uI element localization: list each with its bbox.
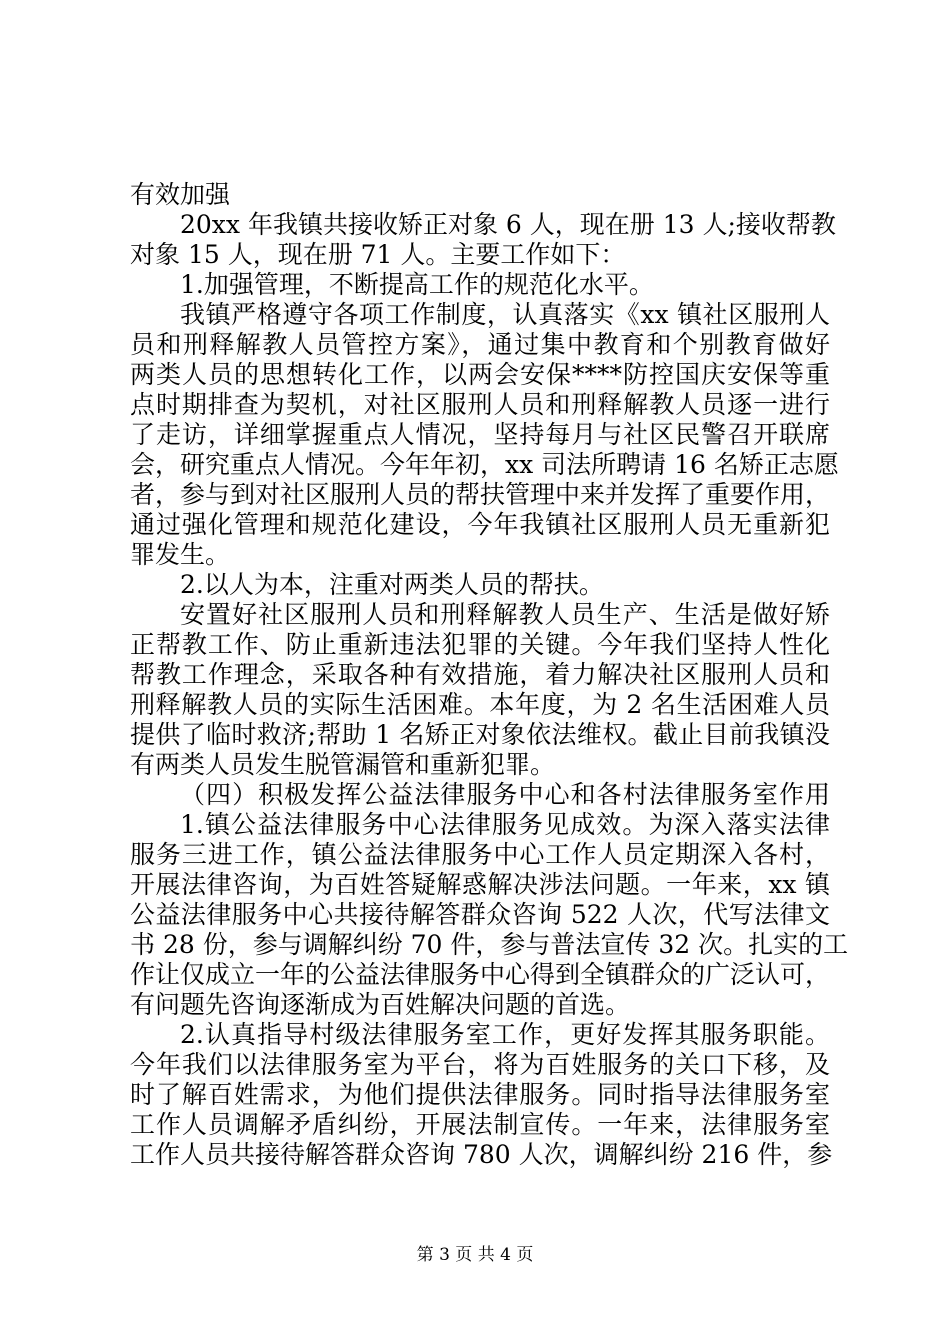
text-line: 点时期排查为契机，对社区服刑人员和刑释解教人员逐一进行	[130, 390, 830, 419]
text-line: 有效加强	[130, 180, 231, 209]
text-line: 2.以人为本，注重对两类人员的帮扶。	[180, 570, 604, 599]
text-line: （四）积极发挥公益法律服务中心和各村法律服务室作用	[180, 780, 830, 809]
text-line: 了走访，详细掌握重点人情况，坚持每月与社区民警召开联席	[130, 420, 830, 449]
text-line: 开展法律咨询，为百姓答疑解惑解决涉法问题。一年来，xx 镇	[130, 870, 830, 899]
text-line: 有两类人员发生脱管漏管和重新犯罪。	[130, 750, 556, 779]
text-line: 工作人员调解矛盾纠纷，开展法制宣传。一年来，法律服务室	[130, 1110, 830, 1139]
page-footer: 第 3 页 共 4 页	[416, 1245, 534, 1265]
text-line: 服务三进工作，镇公益法律服务中心工作人员定期深入各村，	[130, 840, 830, 869]
text-line: 会，研究重点人情况。今年年初，xx 司法所聘请 16 名矫正志愿	[130, 450, 839, 479]
text-line: 今年我们以法律服务室为平台，将为百姓服务的关口下移，及	[130, 1050, 830, 1079]
text-line: 对象 15 人，现在册 71 人。主要工作如下：	[130, 240, 626, 269]
text-line: 公益法律服务中心共接待解答群众咨询 522 人次，代写法律文	[130, 900, 830, 929]
text-line: 两类人员的思想转化工作，以两会安保****防控国庆安保等重	[130, 360, 830, 389]
text-line: 时了解百姓需求，为他们提供法律服务。同时指导法律服务室	[130, 1080, 830, 1109]
text-line: 员和刑释解教人员管控方案》，通过集中教育和个别教育做好	[130, 330, 830, 359]
text-line: 有问题先咨询逐渐成为百姓解决问题的首选。	[130, 990, 631, 1019]
text-line: 1.镇公益法律服务中心法律服务见成效。为深入落实法律	[180, 810, 830, 839]
text-line: 通过强化管理和规范化建设，今年我镇社区服刑人员无重新犯	[130, 510, 830, 539]
text-line: 工作人员共接待解答群众咨询 780 人次，调解纠纷 216 件，参	[130, 1140, 833, 1169]
text-line: 我镇严格遵守各项工作制度，认真落实《xx 镇社区服刑人	[180, 300, 830, 329]
text-line: 帮教工作理念，采取各种有效措施，着力解决社区服刑人员和	[130, 660, 830, 689]
text-line: 提供了临时救济;帮助 1 名矫正对象依法维权。截止目前我镇没	[130, 720, 830, 749]
text-line: 书 28 份，参与调解纠纷 70 件，参与普法宣传 32 次。扎实的工	[130, 930, 849, 959]
text-line: 罪发生。	[130, 540, 231, 569]
text-line: 1.加强管理，不断提高工作的规范化水平。	[180, 270, 654, 299]
text-line: 20xx 年我镇共接收矫正对象 6 人，现在册 13 人;接收帮教	[180, 210, 836, 239]
text-line: 正帮教工作、防止重新违法犯罪的关键。今年我们坚持人性化	[130, 630, 830, 659]
text-line: 安置好社区服刑人员和刑释解教人员生产、生活是做好矫	[180, 600, 830, 629]
text-line: 者，参与到对社区服刑人员的帮扶管理中来并发挥了重要作用，	[130, 480, 831, 509]
text-line: 作让仅成立一年的公益法律服务中心得到全镇群众的广泛认可，	[130, 960, 831, 989]
text-line: 2.认真指导村级法律服务室工作，更好发挥其服务职能。	[180, 1020, 830, 1049]
text-line: 刑释解教人员的实际生活困难。本年度，为 2 名生活困难人员	[130, 690, 830, 719]
